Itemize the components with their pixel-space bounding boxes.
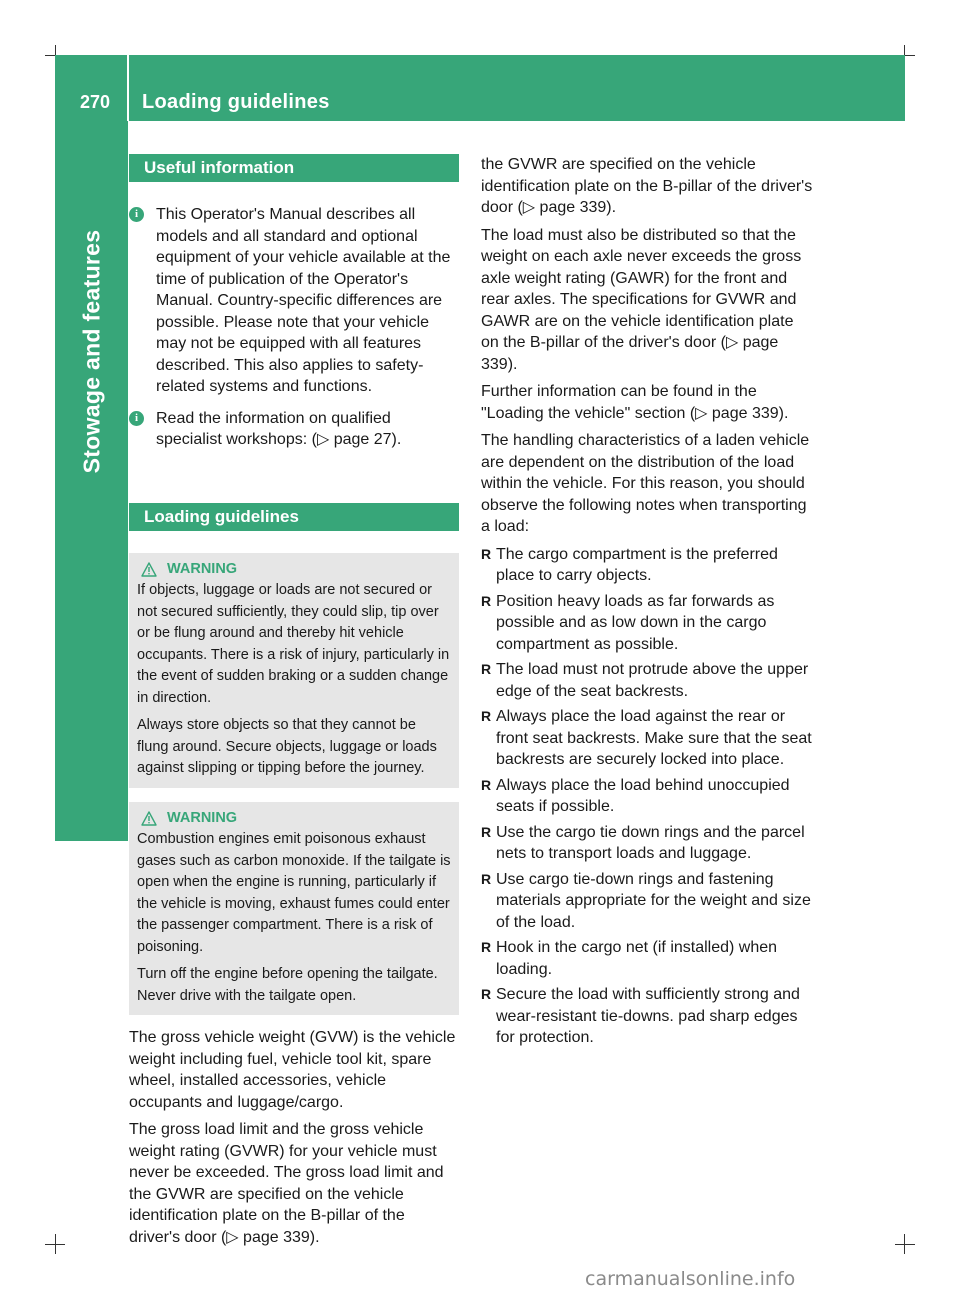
body-paragraph: The load must also be distributed so that the weight on each axle never exceeds the gross axle weight rating (GAWR) for the front and rear axles. The specifications for GVWR and GAWR are on the vehicle identification plate on the B-pillar of the driver's door (▷ page 339).	[481, 226, 802, 373]
crop-mark	[895, 1244, 915, 1245]
info-note	[129, 204, 459, 398]
warning-text: Always store objects so that they cannot be flung around. Secure objects, luggage or loads against slipping or tipping before the journey.	[137, 717, 437, 776]
chapter-side-tab	[55, 121, 128, 841]
warning-triangle-icon	[141, 811, 157, 826]
page-title: Loading guidelines	[142, 91, 330, 113]
list-item: R The cargo compartment is the preferred place to carry objects.	[481, 545, 778, 584]
list-item: R The load must not protrude above the upper edge of the seat backrests.	[481, 661, 809, 700]
info-note	[129, 408, 459, 451]
page-header	[55, 55, 905, 121]
list-item: R Secure the load with sufficiently strong and wear-resistant tie-downs. pad sharp edges for protection.	[481, 986, 800, 1046]
right-column	[481, 154, 813, 1053]
warning-title-text: WARNING	[167, 560, 238, 577]
info-note-text: Read the information on qualified specialist workshops: (▷ page 27).	[156, 409, 402, 448]
list-item: R Hook in the cargo net (if installed) when loading.	[481, 939, 778, 978]
warning-text: Turn off the engine before opening the tailgate. Never drive with the tailgate open.	[137, 966, 438, 1004]
info-icon: i	[129, 411, 144, 426]
list-item: R Always place the load against the rear or front seat backrests. Make sure that the seat backrests are securely locked into place.	[481, 708, 812, 768]
warning-box	[129, 802, 459, 1016]
body-paragraph: The gross vehicle weight (GVW) is the vehicle weight including fuel, vehicle tool kit, spare wheel, installed accessories, vehicle occupants and luggage/cargo.	[129, 1029, 456, 1111]
info-note-text: This Operator's Manual describes all models and all standard and optional equipment of your vehicle available at the time of publication of the Operator's Manual. Country-specific differences are possible. Please note that your vehicle may not be equipped with all features described. This also applies to safety-related systems and functions.	[156, 206, 451, 395]
info-icon: i	[129, 207, 144, 222]
list-item: R Use the cargo tie down rings and the parcel nets to transport loads and luggage.	[481, 823, 805, 862]
body-paragraph: Further information can be found in the "Loading the vehicle" section (▷ page 339).	[481, 383, 789, 422]
warning-box	[129, 553, 459, 788]
warning-title	[137, 559, 451, 581]
section-heading-loading-guidelines: Loading guidelines	[129, 503, 459, 531]
header-divider	[127, 55, 129, 121]
list-item: R Use cargo tie-down rings and fastening materials appropriate for the weight and size of the load.	[481, 870, 811, 931]
watermark-link[interactable]: carmanualsonline.info	[585, 1268, 796, 1290]
warning-text: If objects, luggage or loads are not secured or not secured sufficiently, they could slip, tip over or be flung around and thereby hit vehicle occupants. There is a risk of injury, particularly in the event of sudden braking or a sudden change in direction.	[137, 582, 450, 706]
body-paragraph: The handling characteristics of a laden vehicle are dependent on the distribution of the load within the vehicle. For this reason, you should observe the following notes when transporting a load:	[481, 432, 810, 535]
section-heading-useful-information: Useful information	[129, 154, 459, 182]
list-item: R Always place the load behind unoccupied seats if possible.	[481, 776, 790, 815]
warning-text: Combustion engines emit poisonous exhaust gases such as carbon monoxide. If the tailgate is open when the engine is running, particularly if the vehicle is moving, exhaust fumes could enter the passenger compartment. There is a risk of poisoning.	[137, 831, 451, 955]
list-item: R Position heavy loads as far forwards as possible and as low down in the cargo compartment as possible.	[481, 592, 775, 653]
warning-triangle-icon	[141, 562, 157, 577]
left-column	[129, 154, 459, 1246]
body-paragraph: The gross load limit and the gross vehicle weight rating (GVWR) for your vehicle must never be exceeded. The gross load limit and the GVWR are specified on the vehicle identification plate on the B-pillar of the driver's door (▷ page 339).	[129, 1121, 444, 1246]
chapter-label: Stowage and features	[78, 229, 105, 473]
warning-title	[137, 808, 451, 830]
loading-notes-list	[481, 544, 813, 1049]
warning-title-text: WARNING	[167, 809, 238, 826]
body-paragraph: the GVWR are specified on the vehicle identification plate on the B-pillar of the driver's door (▷ page 339).	[481, 156, 813, 216]
crop-mark	[45, 1244, 65, 1245]
page-number: 270	[80, 92, 111, 112]
